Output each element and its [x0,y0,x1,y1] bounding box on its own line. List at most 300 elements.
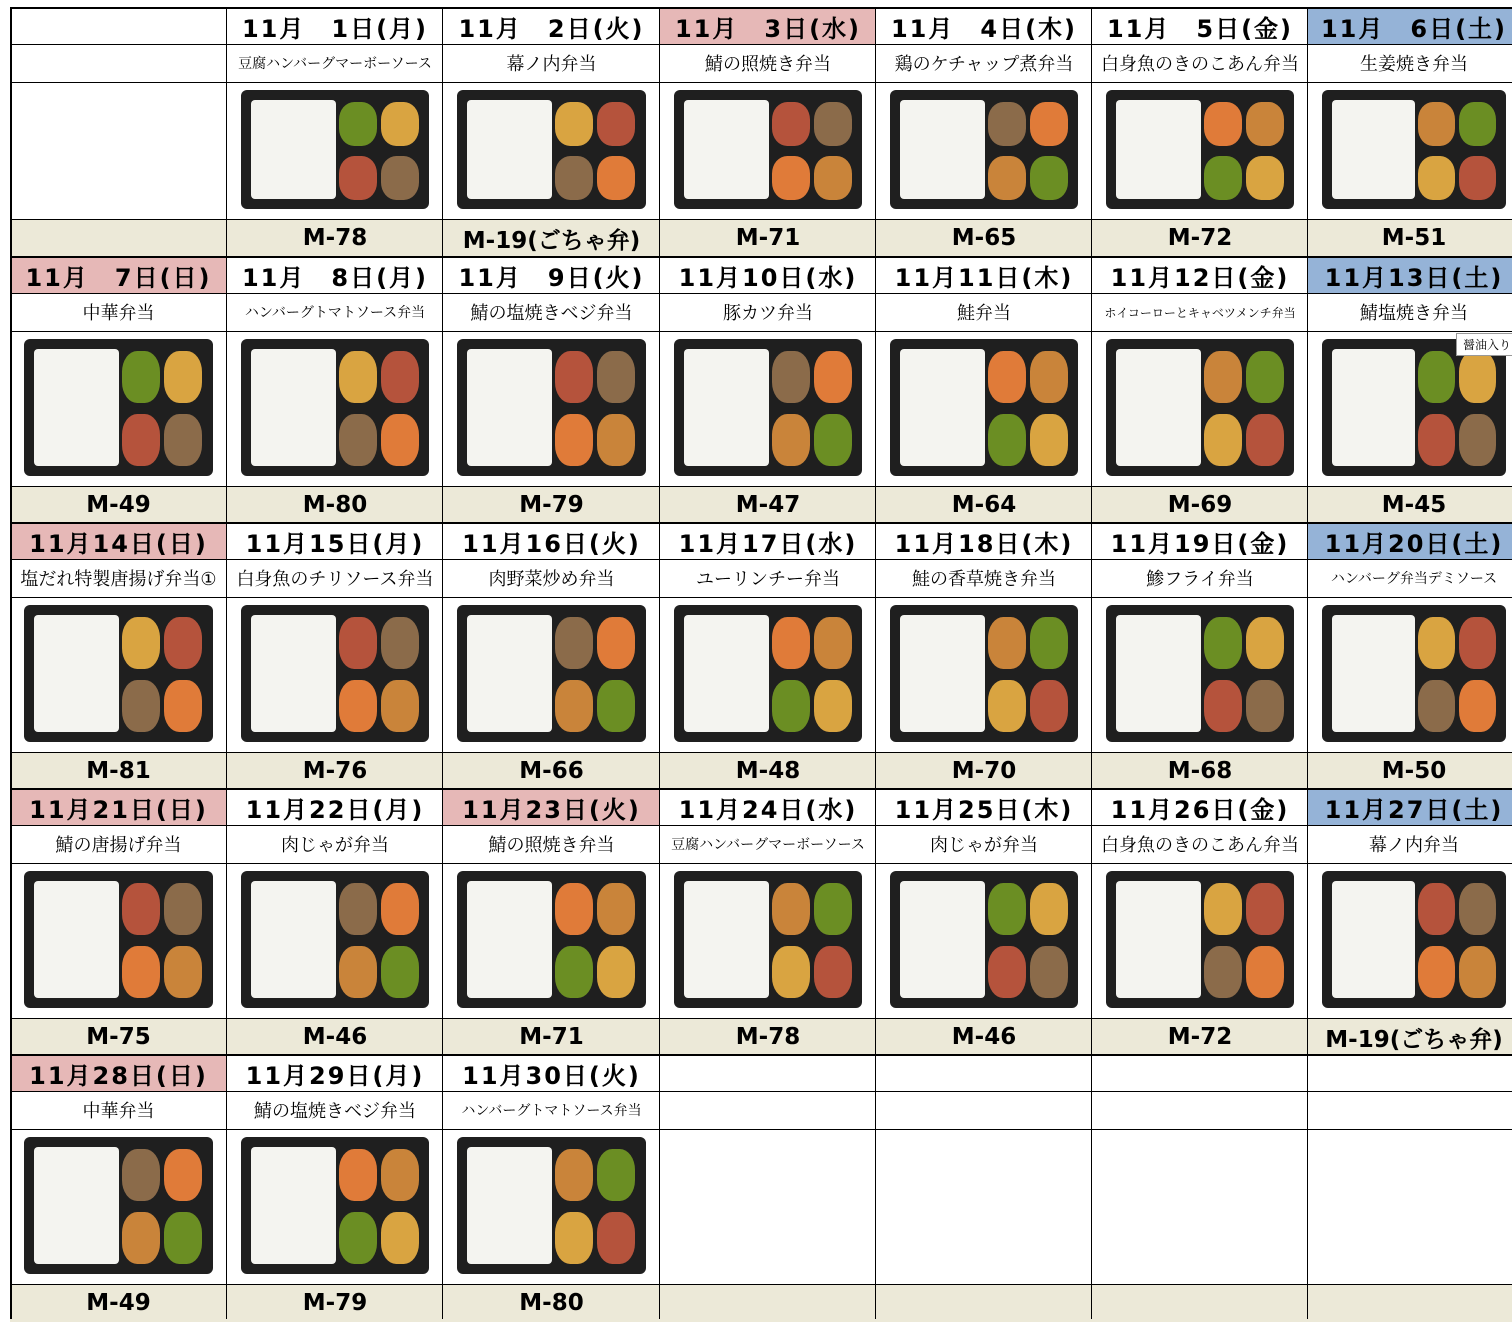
bento-photo [10,863,227,1018]
grid-line [10,7,1512,9]
menu-code: M-66 [443,752,660,790]
side-dish [814,617,852,669]
grid-line [1091,7,1092,1319]
date-header: 11月11日(木) [894,263,1074,292]
menu-code [660,1284,876,1322]
grid-line [10,522,1512,524]
side-dish [164,946,202,998]
grid-line [10,7,12,1319]
side-dish [164,883,202,935]
menu-name: ハンバーグ弁当デミソース [1330,571,1498,587]
side-dish [814,102,852,146]
date-header: 11月24日(水) [678,795,858,824]
menu-name: 中華弁当 [82,303,155,324]
side-dish [555,1149,593,1201]
menu-name [660,1091,876,1129]
bento-tray [890,871,1078,1008]
grid-line [10,1091,1512,1092]
side-dish [122,946,160,998]
side-dish [339,351,377,403]
menu-code: M-19(ごちゃ弁) [1308,1018,1512,1056]
menu-code: M-76 [227,752,443,790]
date-header: 11月 2日(火) [458,14,645,43]
grid-line [226,7,227,1319]
date-header: 11月30日(火) [462,1061,641,1090]
side-dish [814,680,852,732]
menu-name: 鯖の塩焼きベジ弁当 [470,303,633,324]
bento-tray [1106,605,1294,742]
side-dish [988,680,1026,732]
menu-code: M-80 [443,1284,660,1322]
menu-code [10,219,227,257]
side-dish [1030,351,1068,403]
side-dish [1418,680,1455,732]
side-dish [597,883,635,935]
menu-code: M-51 [1308,219,1512,257]
side-dish [597,680,635,732]
rice-compartment [467,349,552,466]
menu-name: 鮭の香草焼き弁当 [912,569,1056,590]
side-dish [1030,883,1068,935]
bento-photo [876,597,1092,752]
side-dish [1246,414,1284,466]
side-dish [339,946,377,998]
bento-tray [457,90,646,209]
side-dish [814,946,852,998]
side-dish [555,414,593,466]
bento-tray [1106,90,1294,209]
menu-name: 鮭弁当 [957,303,1011,324]
bento-photo [443,863,660,1018]
side-dish [164,414,202,466]
side-dish [988,414,1026,466]
grid-line [10,597,1512,598]
date-header: 11月17日(水) [678,529,858,558]
date-header: 11月 5日(金) [1106,14,1294,43]
bento-photo [660,863,876,1018]
side-dish [339,617,377,669]
side-dish [339,1212,377,1264]
side-dish [1030,680,1068,732]
date-header [1308,1055,1512,1091]
bento-photo [660,331,876,486]
menu-code: M-64 [876,486,1092,524]
side-dish [164,1212,202,1264]
menu-name: 白身魚のチリソース弁当 [236,569,434,590]
menu-name: 鯖の唐揚げ弁当 [55,835,182,856]
grid-line [10,825,1512,826]
bento-tray [1106,339,1294,476]
date-header: 11月21日(日) [10,789,227,825]
menu-code: M-47 [660,486,876,524]
side-dish [381,680,419,732]
rice-compartment [34,349,119,466]
menu-code: M-78 [227,219,443,257]
side-dish [381,351,419,403]
bento-photo [443,597,660,752]
menu-name: 幕ノ内弁当 [506,54,597,75]
side-dish [122,414,160,466]
side-dish [122,617,160,669]
menu-name [10,44,227,82]
side-dish [1030,156,1068,200]
side-dish [1246,680,1284,732]
bento-tray [24,339,213,476]
side-dish [597,946,635,998]
side-dish [1459,156,1496,200]
bento-tray [24,871,213,1008]
rice-compartment [900,615,985,732]
bento-photo [1092,863,1308,1018]
menu-code: M-81 [10,752,227,790]
menu-name: 豆腐ハンバーグマーボーソース [671,837,865,853]
side-dish [1204,946,1242,998]
date-header: 11月22日(月) [245,795,425,824]
menu-name: 鯖塩焼き弁当 [1360,303,1468,324]
rice-compartment [1116,881,1201,998]
bento-photo [876,331,1092,486]
side-dish [1246,617,1284,669]
rice-compartment [251,615,336,732]
date-header: 11月13日(土) [1308,257,1512,293]
date-header: 11月 6日(土) [1308,8,1512,44]
bento-tray [24,605,213,742]
rice-compartment [34,1147,119,1264]
menu-code: M-75 [10,1018,227,1056]
menu-name: 生姜焼き弁当 [1360,54,1468,75]
date-header: 11月18日(木) [894,529,1074,558]
side-dish [597,156,635,200]
side-dish [1459,351,1496,403]
bento-photo [10,1129,227,1284]
rice-compartment [684,881,769,998]
bento-photo [1308,331,1512,486]
side-dish [1246,883,1284,935]
rice-compartment [900,349,985,466]
menu-code: M-49 [10,1284,227,1322]
menu-name: 塩だれ特製唐揚げ弁当① [20,569,217,590]
menu-name: 豆腐ハンバーグマーボーソース [238,56,432,72]
menu-code: M-72 [1092,219,1308,257]
grid-line [10,1018,1512,1019]
rice-compartment [467,615,552,732]
bento-photo [1308,1129,1512,1284]
date-header: 11月16日(火) [462,529,641,558]
rice-compartment [1116,349,1201,466]
side-dish [1246,156,1284,200]
date-header: 11月10日(水) [678,263,858,292]
side-dish [339,1149,377,1201]
menu-code: M-72 [1092,1018,1308,1056]
grid-line [10,1129,1512,1130]
grid-line [1307,7,1308,1319]
rice-compartment [34,615,119,732]
rice-compartment [1332,100,1415,199]
bento-photo [876,1129,1092,1284]
menu-name [1308,1091,1512,1129]
bento-photo [10,597,227,752]
bento-tray [1322,339,1506,476]
side-dish [381,414,419,466]
menu-code: M-19(ごちゃ弁) [443,219,660,257]
side-dish [772,883,810,935]
side-dish [339,102,377,146]
date-header [1092,1055,1308,1091]
date-header: 11月23日(火) [443,789,660,825]
side-dish [597,617,635,669]
date-header: 11月 3日(水) [660,8,876,44]
menu-code: M-71 [443,1018,660,1056]
side-dish [339,883,377,935]
bento-tray [1322,871,1506,1008]
side-dish [988,156,1026,200]
side-dish [988,102,1026,146]
bento-photo [443,1129,660,1284]
rice-compartment [1116,615,1201,732]
menu-code: M-69 [1092,486,1308,524]
date-header: 11月12日(金) [1110,263,1290,292]
side-dish [1246,946,1284,998]
grid-line [10,1284,1512,1285]
side-dish [1204,351,1242,403]
side-dish [1246,102,1284,146]
rice-compartment [34,881,119,998]
side-dish [1204,156,1242,200]
side-dish [988,883,1026,935]
side-dish [1204,102,1242,146]
rice-compartment [467,881,552,998]
menu-code: M-71 [660,219,876,257]
side-dish [1418,617,1455,669]
bento-tray [24,1137,213,1274]
menu-name: 鯖の照焼き弁当 [488,835,615,856]
menu-name: 白身魚のきのこあん弁当 [1101,54,1299,75]
menu-name [1092,1091,1308,1129]
menu-name: ハンバーグトマトソース弁当 [461,1103,642,1119]
side-dish [988,351,1026,403]
grid-line [10,82,1512,83]
grid-line [10,256,1512,258]
menu-name: 幕ノ内弁当 [1369,835,1459,856]
bento-photo [660,597,876,752]
date-header: 11月26日(金) [1110,795,1290,824]
rice-compartment [467,100,552,199]
side-dish [1459,414,1496,466]
menu-name: 鯖の照焼き弁当 [705,54,831,75]
menu-name: ハンバーグトマトソース弁当 [244,305,426,321]
side-dish [772,680,810,732]
bento-photo [227,1129,443,1284]
rice-compartment [900,100,985,199]
rice-compartment [684,349,769,466]
bento-tray [241,1137,429,1274]
bento-photo [443,82,660,219]
menu-code: M-46 [227,1018,443,1056]
bento-photo [227,863,443,1018]
date-header: 11月27日(土) [1308,789,1512,825]
bento-tray [674,605,862,742]
bento-tray [674,871,862,1008]
side-dish [555,156,593,200]
side-dish [597,1212,635,1264]
menu-code [1308,1284,1512,1322]
date-header [10,8,227,44]
date-header: 11月 7日(日) [10,257,227,293]
side-dish [122,351,160,403]
side-dish [339,156,377,200]
menu-name: 鯵フライ弁当 [1146,569,1254,590]
bento-tray [674,90,862,209]
menu-name: 鶏のケチャップ煮弁当 [894,54,1074,75]
side-dish [1459,617,1496,669]
rice-compartment [251,881,336,998]
bento-tray [457,871,646,1008]
menu-name: 中華弁当 [82,1101,155,1122]
menu-code: M-50 [1308,752,1512,790]
side-dish [1204,617,1242,669]
menu-code: M-48 [660,752,876,790]
bento-tray [241,605,429,742]
side-dish [122,680,160,732]
grid-line [10,486,1512,487]
bento-tray [890,605,1078,742]
menu-code: M-70 [876,752,1092,790]
menu-code: M-79 [227,1284,443,1322]
menu-name: ユーリンチー弁当 [696,569,840,590]
menu-code: M-49 [10,486,227,524]
side-dish [164,617,202,669]
date-header: 11月 9日(火) [458,263,645,292]
bento-photo [227,82,443,219]
rice-compartment [251,349,336,466]
side-dish [1418,883,1455,935]
menu-code: M-80 [227,486,443,524]
grid-line [10,559,1512,560]
bento-tray [457,1137,646,1274]
bento-photo [227,597,443,752]
date-header: 11月19日(金) [1110,529,1290,558]
menu-code [1092,1284,1308,1322]
side-dish [122,1149,160,1201]
side-dish [381,1212,419,1264]
date-header: 11月15日(月) [245,529,425,558]
side-dish [772,617,810,669]
rice-compartment [251,1147,336,1264]
side-dish [164,351,202,403]
grid-line [10,863,1512,864]
date-header [876,1055,1092,1091]
bento-photo [1308,82,1512,219]
grid-line [442,7,443,1319]
menu-code: M-68 [1092,752,1308,790]
bento-tray [890,90,1078,209]
side-dish [381,946,419,998]
side-dish [772,414,810,466]
side-dish [814,156,852,200]
side-dish [988,617,1026,669]
rice-compartment [684,100,769,199]
grid-line [10,788,1512,790]
bento-photo [1092,1129,1308,1284]
date-header: 11月14日(日) [10,523,227,559]
side-dish [1459,883,1496,935]
side-dish [339,680,377,732]
side-dish [1030,946,1068,998]
date-header: 11月20日(土) [1308,523,1512,559]
menu-code: M-46 [876,1018,1092,1056]
bento-tray [1322,90,1506,209]
side-dish [772,156,810,200]
bento-photo [876,82,1092,219]
side-dish [122,883,160,935]
side-dish [555,946,593,998]
side-dish [772,351,810,403]
rice-compartment [900,881,985,998]
rice-compartment [1332,615,1415,732]
date-header: 11月25日(木) [894,795,1074,824]
side-dish [555,351,593,403]
rice-compartment [467,1147,552,1264]
side-dish [814,883,852,935]
rice-compartment [1332,349,1415,466]
date-header: 11月 1日(月) [241,14,429,43]
rice-compartment [1116,100,1201,199]
side-dish [555,883,593,935]
side-dish [1204,883,1242,935]
menu-name: 肉じゃが弁当 [930,835,1038,856]
side-dish [1030,414,1068,466]
date-header [660,1055,876,1091]
side-dish [555,680,593,732]
grid-line [10,752,1512,753]
side-dish [1459,946,1496,998]
side-dish [1418,414,1455,466]
rice-compartment [251,100,336,199]
date-header: 11月 8日(月) [241,263,429,292]
menu-code: M-79 [443,486,660,524]
side-dish [1459,680,1496,732]
bento-photo [1308,863,1512,1018]
bento-photo [10,331,227,486]
side-dish [988,946,1026,998]
bento-tray [241,871,429,1008]
side-dish [555,617,593,669]
side-dish [1204,680,1242,732]
bento-tray [1322,605,1506,742]
menu-name: 鯖の塩焼きベジ弁当 [254,1101,416,1122]
bento-tray [241,339,429,476]
side-dish [555,102,593,146]
side-dish [122,1212,160,1264]
date-header: 11月29日(月) [245,1061,425,1090]
bento-tray [457,605,646,742]
bento-photo [660,1129,876,1284]
monthly-bento-calendar [10,8,1512,1319]
rice-compartment [1332,881,1415,998]
grid-line [10,1054,1512,1056]
rice-compartment [684,615,769,732]
bento-tray [1106,871,1294,1008]
side-dish [1030,102,1068,146]
side-dish [1204,414,1242,466]
bento-photo [660,82,876,219]
side-dish [814,414,852,466]
menu-name: 肉野菜炒め弁当 [488,569,615,590]
side-dish [1418,946,1455,998]
bento-photo [1092,82,1308,219]
menu-name: 肉じゃが弁当 [281,835,389,856]
menu-name [876,1091,1092,1129]
